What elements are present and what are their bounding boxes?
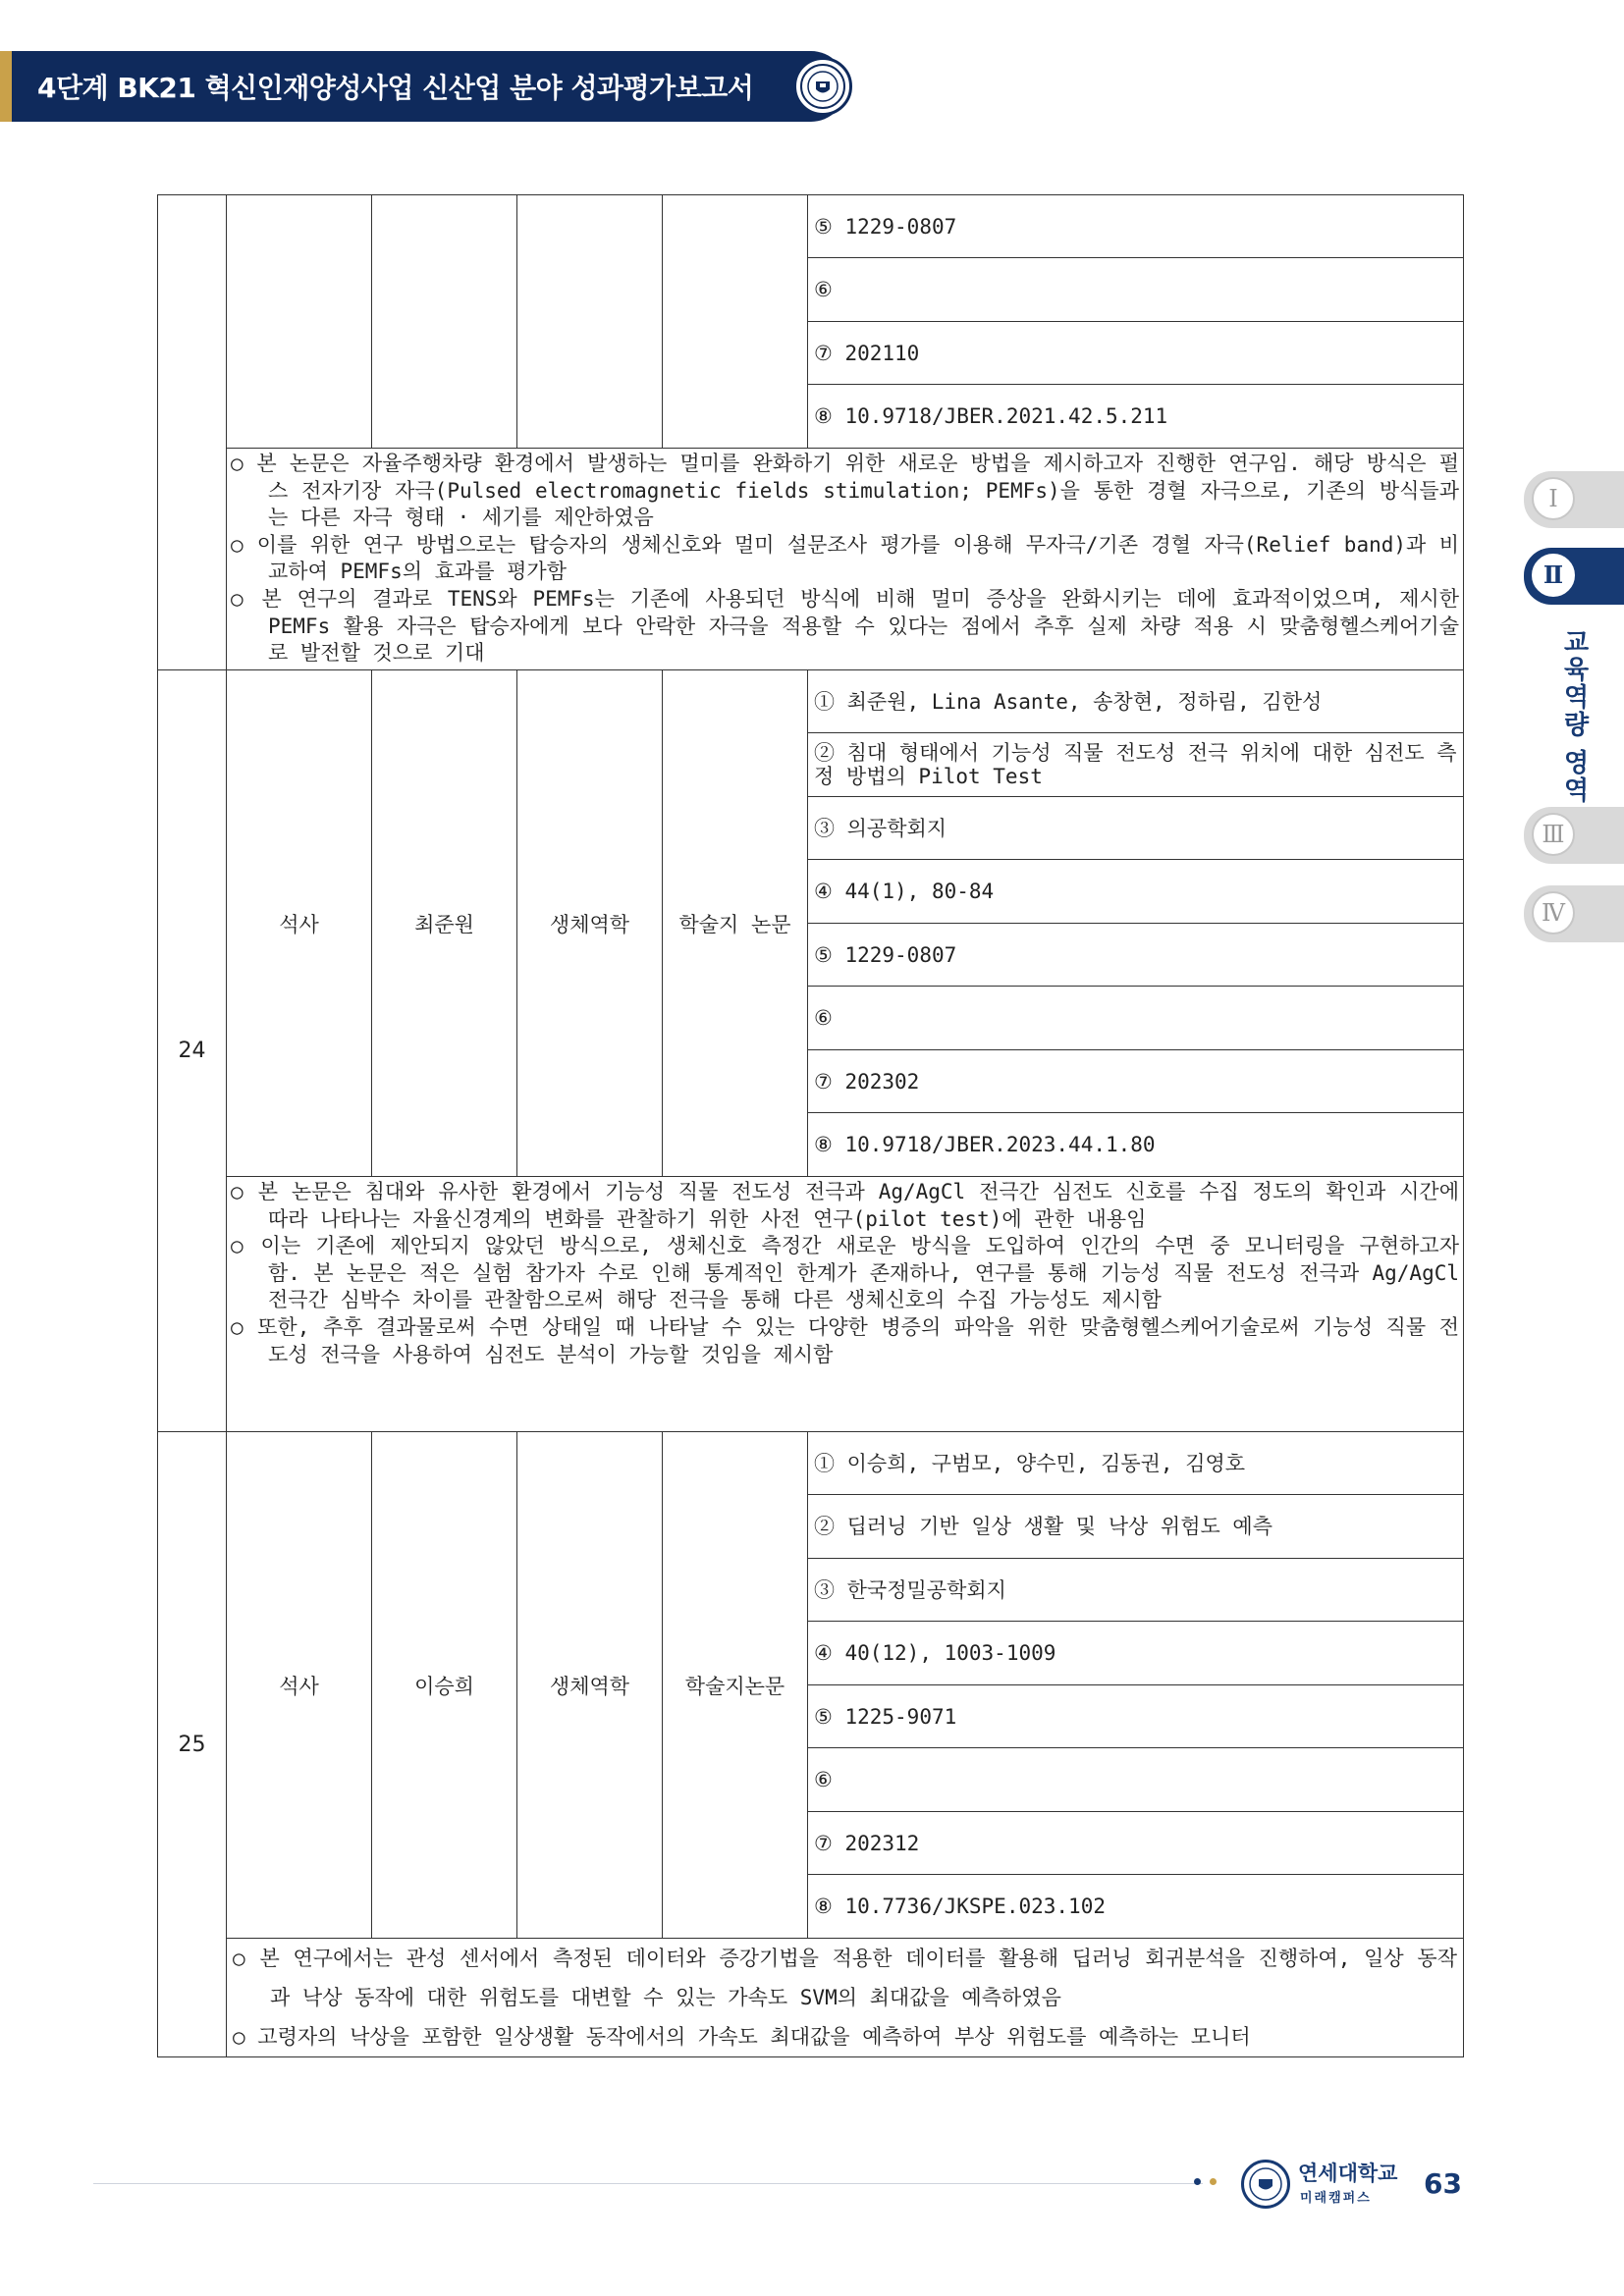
description-line: ○ 본 논문은 자율주행차량 환경에서 발생하는 멀미를 완화하기 위한 새로운 방법을 제시하고자 진행한 연구임. 해당 방식은 펄스 전자기장 자극(Pulsed electromagnetic fields stimulation; PEMFs)을 통한 경혈 자극으로, 기존의 방식들과는 다른 자극 형태 · 세기를 제안하였음: [231, 452, 1459, 530]
page-number: 63: [1424, 2167, 1462, 2200]
item-cell: ⑦ 202312: [808, 1812, 1464, 1875]
item-cell: ⑧ 10.7736/JKSPE.023.102: [808, 1875, 1464, 1939]
side-nav-number: Ⅳ: [1532, 891, 1575, 934]
header-accent: [0, 51, 12, 122]
item-cell: ① 이승희, 구범모, 양수민, 김동권, 김영호: [808, 1432, 1464, 1495]
item-cell: ④ 44(1), 80-84: [808, 860, 1464, 924]
degree-cell: 석사: [227, 670, 372, 1177]
side-nav-section-label: 교육역량 영역: [1559, 628, 1589, 805]
side-nav-item-1[interactable]: [1524, 471, 1624, 528]
item-cell: ② 딥러닝 기반 일상 생활 및 낙상 위험도 예측: [808, 1495, 1464, 1559]
footer-divider: [93, 2183, 1203, 2184]
item-cell: ⑦ 202302: [808, 1050, 1464, 1113]
side-nav-item-3[interactable]: [1524, 807, 1624, 864]
item-cell: ⑧ 10.9718/JBER.2023.44.1.80: [808, 1113, 1464, 1177]
side-nav-number: Ⅱ: [1532, 554, 1575, 597]
description-line: ○ 본 연구의 결과로 TENS와 PEMFs는 기존에 사용되던 방식에 비해 멀미 증상을 완화시키는 데에 효과적이었으며, 제시한 PEMFs 활용 자극은 탑승자에게 보다 안락한 자극을 적용할 수 있다는 점에서 추후 실제 차량 적용 시 맞춤형헬스케어기술로 발전할 것으로 기대: [231, 586, 1459, 666]
university-seal-icon: [793, 57, 852, 116]
description-line: ○ 또한, 추후 결과물로써 수면 상태일 때 나타날 수 있는 다양한 병증의 파악을 위한 맞춤형헬스케어기술로써 기능성 직물 전도성 전극을 사용하여 심전도 분석이 가능할 것임을 제시함: [231, 1314, 1459, 1366]
item-cell: ⑧ 10.9718/JBER.2021.42.5.211: [808, 385, 1464, 449]
dept-cell: 생체역학: [517, 1432, 663, 1939]
side-nav-number: Ⅰ: [1532, 477, 1575, 520]
dept-cell: [517, 195, 663, 449]
entry-number-cell: 25: [158, 1432, 227, 2057]
description-cell: [227, 1177, 1464, 1432]
degree-cell: 석사: [227, 1432, 372, 1939]
item-cell: ① 최준원, Lina Asante, 송창현, 정하림, 김한성: [808, 670, 1464, 733]
footer-dots-icon: [1194, 2178, 1233, 2188]
description-cell: [227, 1939, 1464, 2057]
name-cell: 최준원: [372, 670, 517, 1177]
item-cell: ② 침대 형태에서 기능성 직물 전도성 전극 위치에 대한 심전도 측정 방법의 Pilot Test: [808, 733, 1464, 797]
item-cell: ④ 40(12), 1003-1009: [808, 1622, 1464, 1685]
name-cell: [372, 195, 517, 449]
achievement-table: [157, 194, 1464, 2057]
side-nav-item-2[interactable]: [1524, 548, 1624, 605]
name-cell: 이승희: [372, 1432, 517, 1939]
footer-university-name: 연세대학교: [1298, 2162, 1398, 2185]
item-cell: ③ 한국정밀공학회지: [808, 1559, 1464, 1622]
description-line: ○ 고령자의 낙상을 포함한 일상생활 동작에서의 가속도 최대값을 예측하여 부상 위험도를 예측하는 모니터: [233, 2025, 1251, 2049]
item-cell: ⑥: [808, 1748, 1464, 1812]
university-seal-icon: [1241, 2160, 1290, 2209]
item-cell: ⑤ 1225-9071: [808, 1685, 1464, 1748]
description-line: ○ 이를 위한 연구 방법으로는 탑승자의 생체신호와 멀미 설문조사 평가를 이용해 무자극/기존 경혈 자극(Relief band)과 비교하여 PEMFs의 효과를 평가함: [231, 532, 1459, 584]
entry-number-cell: 24: [158, 670, 227, 1432]
item-cell: ⑤ 1229-0807: [808, 195, 1464, 258]
item-cell: ⑥: [808, 987, 1464, 1050]
type-cell: 학술지 논문: [663, 670, 808, 1177]
side-nav-number: Ⅲ: [1532, 813, 1575, 856]
item-cell: ⑦ 202110: [808, 322, 1464, 385]
description-line: ○ 본 논문은 침대와 유사한 환경에서 기능성 직물 전도성 전극과 Ag/AgCl 전극간 심전도 신호를 수집 정도의 확인과 시간에 따라 나타나는 자율신경계의 변화를 관찰하기 위한 사전 연구(pilot test)에 관한 내용임: [231, 1180, 1459, 1231]
type-cell: 학술지논문: [663, 1432, 808, 1939]
side-nav-item-4[interactable]: [1524, 885, 1624, 942]
item-cell: ⑥: [808, 258, 1464, 322]
item-cell: ③ 의공학회지: [808, 797, 1464, 860]
dept-cell: 생체역학: [517, 670, 663, 1177]
type-cell: [663, 195, 808, 449]
header-title: 4단계 BK21 혁신인재양성사업 신산업 분야 성과평가보고서: [37, 72, 754, 104]
description-line: ○ 이는 기존에 제안되지 않았던 방식으로, 생체신호 측정간 새로운 방식을 도입하여 인간의 수면 중 모니터링을 구현하고자 함. 본 논문은 적은 실험 참가자 수로 인해 통계적인 한계가 존재하나, 연구를 통해 기능성 직물 전도성 전극과 Ag/AgCl 전극간 심박수 차이를 관찰함으로써 해당 전극을 통해 다른 생체신호의 수집 가능성도 제시함: [231, 1234, 1459, 1312]
page-header: [0, 51, 864, 122]
item-cell: ⑤ 1229-0807: [808, 924, 1464, 987]
description-cell: [227, 449, 1464, 670]
description-line: ○ 본 연구에서는 관성 센서에서 측정된 데이터와 증강기법을 적용한 데이터를 활용해 딥러닝 회귀분석을 진행하여, 일상 동작과 낙상 동작에 대한 위험도를 대변할 수 있는 가속도 SVM의 최대값을 예측하였음: [233, 1947, 1457, 2009]
degree-cell: [227, 195, 372, 449]
entry-number-cell: [158, 195, 227, 670]
footer-campus-name: 미래캠퍼스: [1300, 2191, 1372, 2206]
